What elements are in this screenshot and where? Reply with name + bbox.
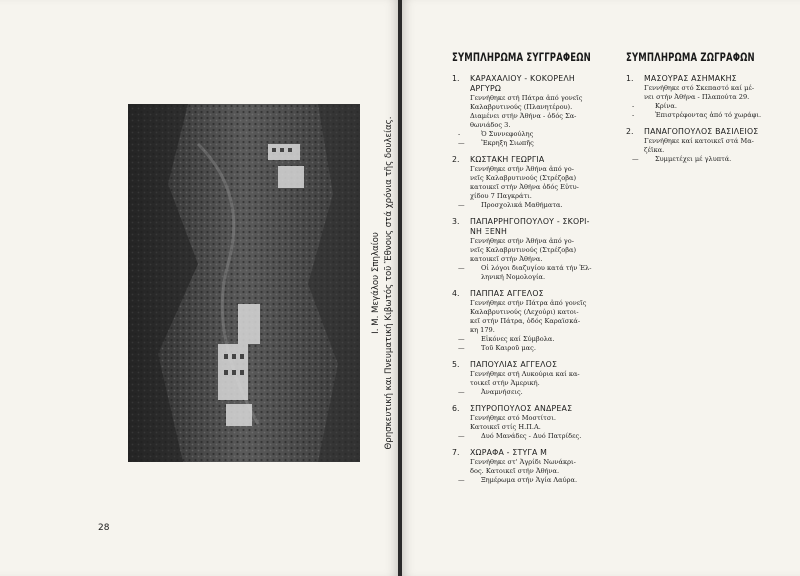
entry-bio-line: χίδου 7 Παγκράτι. [470, 192, 532, 200]
entry-number: 2. [452, 155, 460, 164]
work-dash: - [458, 130, 461, 138]
writers-entry [452, 360, 622, 397]
writers-entry [452, 289, 622, 353]
entry-bio-line: δος. Κατοικεῖ στήν Ἀθήνα. [470, 467, 560, 475]
work-line: Ἐπιστρέφοντας ἀπό τό χωράφι. [655, 111, 762, 119]
work-line: Οἱ λόγοι διαζυγίου κατά τήν Ἑλ- [481, 264, 592, 272]
entry-bio-line: νει στήν Ἀθήνα - Πλαπούτα 29. [644, 93, 750, 101]
work-line: Κρίνα. [655, 102, 677, 110]
entry-bio-line: τοικεῖ στήν Ἀμερική. [470, 379, 540, 387]
work-line: Ξημέρωμα στήν Ἁγία Λαύρα. [481, 476, 578, 484]
entry-bio-line: κη 179. [470, 326, 495, 334]
entry-bio-line: Γεννήθηκε στ' Ἀγρίδι Νωνάκρι- [470, 458, 576, 466]
entry-bio-line: νεῖς Καλαβρυτινούς (Στρέζοβα) [470, 246, 577, 254]
entry-bio-line: Καλαβρυτινούς (Πλανητέρου). [470, 103, 573, 111]
entry-bio-line: Γεννήθηκε στό Μοστίτσι. [470, 414, 557, 422]
work-dash: - [632, 102, 635, 110]
entry-name-line: ΠΑΝΑΓΟΠΟΥΛΟΣ ΒΑΣΙΛΕΙΟΣ [644, 127, 759, 136]
writers-entry [452, 217, 622, 282]
entry-number: 6. [452, 404, 460, 413]
monastery-photo-image [128, 104, 360, 462]
work-line: ληνική Νομολογία. [481, 273, 546, 281]
entry-number: 4. [452, 289, 460, 298]
entry-bio-line: Γεννήθηκε καί κατοικεῖ στά Μα- [644, 137, 754, 145]
writers-entry [452, 74, 622, 148]
entry-name-line: ΣΠΥΡΟΠΟΥΛΟΣ ΑΝΔΡΕΑΣ [470, 404, 573, 413]
entry-number: 1. [626, 74, 634, 83]
writers-column [452, 50, 622, 492]
entry-bio-line: Γεννήθηκε στή Πάτρα ἀπό γονεῖς [470, 94, 583, 102]
work-dash: — [458, 139, 465, 147]
painters-list [626, 74, 782, 164]
work-dash: — [632, 155, 639, 163]
work-dash: — [458, 388, 465, 396]
work-line: Συμμετέχει μέ γλυπτά. [655, 155, 732, 163]
writers-entry [452, 155, 622, 210]
entry-bio-line: νεῖς Καλαβρυτινούς (Στρέζοβα) [470, 174, 577, 182]
entry-bio-line: ζέϊκα. [644, 146, 665, 154]
work-line: Ὁ Συννεφούλης [481, 130, 534, 138]
caption-line-1: Ι. Μ. Μεγάλου Σπηλαίου [371, 232, 381, 334]
photo-caption [368, 100, 398, 466]
painters-entry [626, 74, 782, 120]
entry-bio-line: κεῖ στήν Πάτρα, ὁδός Καραϊσκά- [470, 317, 581, 325]
entry-bio-line: θωνιάδος 3. [470, 121, 511, 129]
entry-number: 1. [452, 74, 460, 83]
entry-work [458, 476, 622, 485]
work-dash: — [458, 432, 465, 440]
work-dash: — [458, 201, 465, 209]
entry-number: 3. [452, 217, 460, 226]
writers-entry [452, 404, 622, 441]
entry-name-line: ΧΩΡΑΦΑ - ΣΤΥΓΑ Μ [470, 448, 548, 457]
entry-bio-line: Γεννήθηκε στήν Πάτρα ἀπό γονεῖς [470, 299, 587, 307]
entry-work [458, 264, 622, 282]
entry-work [632, 155, 782, 164]
entry-bio-line: κατοικεῖ στήν Ἀθήνα. [470, 255, 543, 263]
entry-name-line: ΑΡΓΥΡΩ [470, 84, 502, 93]
entry-name-line: ΠΑΠΑΡΡΗΓΟΠΟΥΛΟΥ - ΣΚΟΡΙ- [470, 217, 590, 226]
work-line: Δυό Μανάδες - Δυό Πατρίδες. [481, 432, 582, 440]
writers-list [452, 74, 622, 485]
work-dash: — [458, 264, 465, 272]
painters-title: ΣΥΜΠΛΗΡΩΜΑ ΖΩΓΡΑΦΩΝ [626, 50, 755, 64]
entry-name-line: ΜΑΣΟΥΡΑΣ ΑΣΗΜΑΚΗΣ [644, 74, 737, 83]
painters-column [626, 50, 782, 171]
entry-number: 2. [626, 127, 634, 136]
entry-name-line: ΠΑΠΠΑΣ ΑΓΓΕΛΟΣ [470, 289, 544, 298]
work-line: Τοῦ Καιροῦ μας. [481, 344, 536, 352]
entry-bio-line: Γεννήθηκε στό Σκεπαστό καί μέ- [644, 84, 755, 92]
painters-entry [626, 127, 782, 164]
entry-work [458, 388, 622, 397]
entry-bio-line: Γεννήθηκε στήν Ἀθήνα ἀπό γο- [470, 165, 574, 173]
left-page [0, 0, 398, 576]
work-line: Προσχολικά Μαθήματα. [481, 201, 563, 209]
entry-number: 7. [452, 448, 460, 457]
entry-work [458, 130, 622, 139]
work-line: Ἀναμνήσεις. [481, 388, 523, 396]
entry-bio-line: Γεννήθηκε στή Λυκούρια καί κα- [470, 370, 580, 378]
entry-number: 5. [452, 360, 460, 369]
writers-entry [452, 448, 622, 485]
entry-work [458, 139, 622, 148]
entry-name-line: ΠΑΠΟΥΛΙΑΣ ΑΓΓΕΛΟΣ [470, 360, 558, 369]
entry-bio-line: Κατοικεῖ στίς Η.Π.Α. [470, 423, 541, 431]
entry-work [632, 102, 782, 111]
entry-work [632, 111, 782, 120]
entry-bio-line: κατοικεῖ στήν Ἀθήνα ὁδός Εὐτυ- [470, 183, 579, 191]
entry-work [458, 344, 622, 353]
monastery-photo [128, 104, 360, 462]
entry-work [458, 335, 622, 344]
entry-work [458, 432, 622, 441]
work-dash: — [458, 476, 465, 484]
work-dash: - [632, 111, 635, 119]
work-dash: — [458, 335, 465, 343]
work-dash: — [458, 344, 465, 352]
writers-title: ΣΥΜΠΛΗΡΩΜΑ ΣΥΓΓΡΑΦΕΩΝ [452, 50, 591, 64]
page-number: 28 [98, 523, 110, 533]
entry-bio-line: Καλαβρυτινούς (Λεχούρι) κατοι- [470, 308, 579, 316]
entry-name-line: ΝΗ ΞΕΝΗ [470, 227, 508, 236]
entry-name-line: ΚΩΣΤΑΚΗ ΓΕΩΡΓΙΑ [470, 155, 545, 164]
caption-line-2: Θρησκευτική και Πνευματική Κιβωτός τοῦ Ἔθνους στά χρόνια τῆς δουλείας. [384, 116, 394, 450]
entry-bio-line: Γεννήθηκε στήν Ἀθήνα ἀπό γο- [470, 237, 574, 245]
work-line: Ἔκρηξη Σιωπῆς [481, 139, 534, 147]
entry-bio-line: Διαμένει στήν Ἀθήνα - ὁδός Σα- [470, 112, 577, 120]
work-line: Εἰκόνες καί Σύμβολα. [481, 335, 555, 343]
entry-work [458, 201, 622, 210]
entry-name-line: ΚΑΡΑΧΑΛΙΟΥ - ΚΟΚΟΡΕΛΗ [470, 74, 575, 83]
